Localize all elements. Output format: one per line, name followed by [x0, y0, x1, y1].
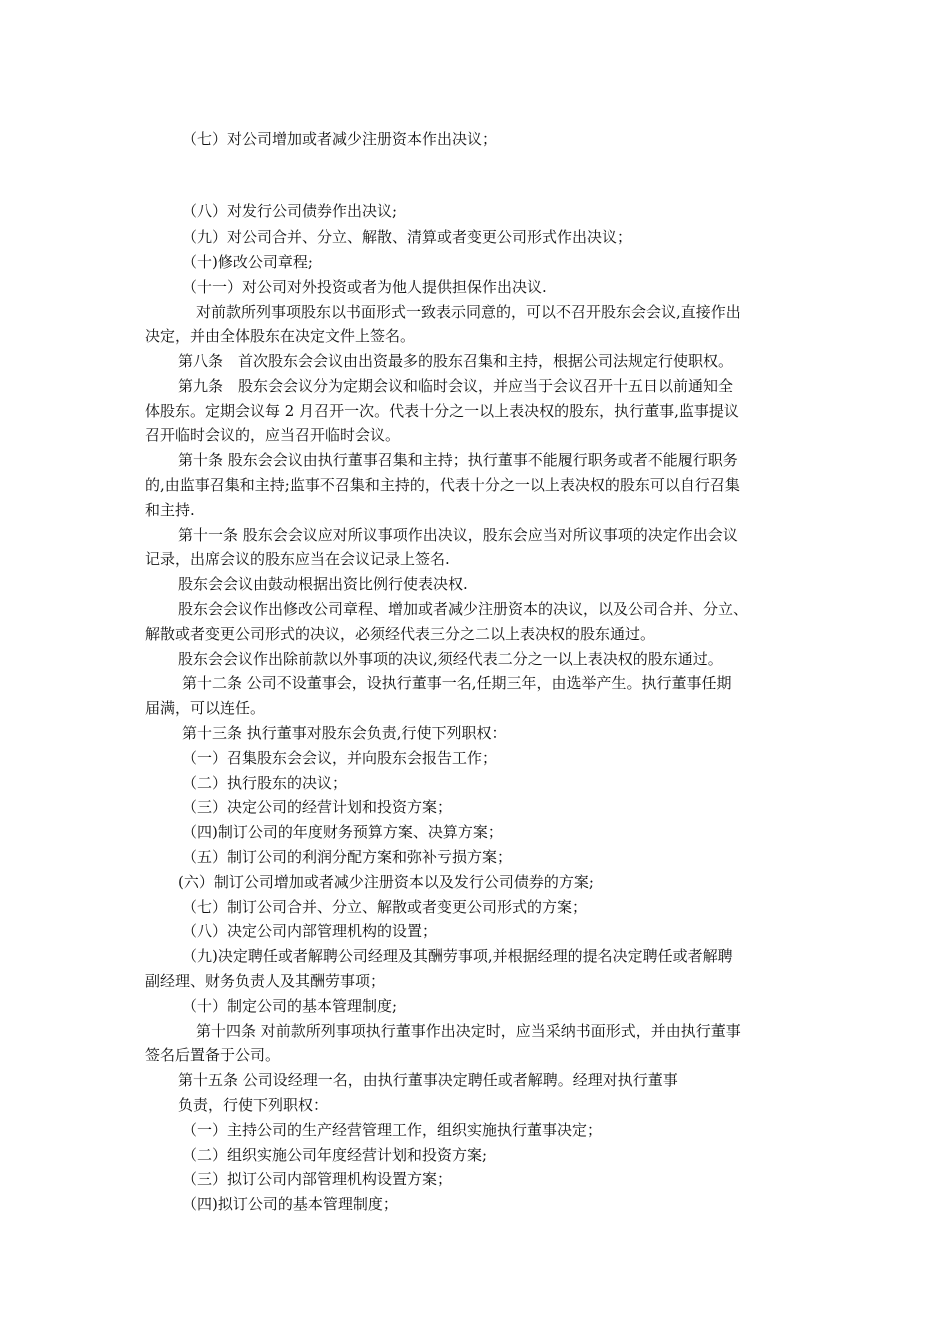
text-line: （二）组织实施公司年度经营计划和投资方案;	[182, 1146, 488, 1164]
text-line: 股东会会议作出除前款以外事项的决议,须经代表二分之一以上表决权的股东通过。	[178, 650, 723, 668]
text-line: 第八条 首次股东会会议由出资最多的股东召集和主持，根据公司法规定行使职权。	[178, 352, 734, 370]
text-line: （一）召集股东会会议，并向股东会报告工作；	[182, 749, 498, 767]
text-line: 第九条 股东会会议分为定期会议和临时会议，并应当于会议召开十五日以前通知全	[178, 377, 734, 395]
text-line: 记录，出席会议的股东应当在会议记录上签名.	[145, 550, 450, 568]
text-line: 届满，可以连任。	[145, 699, 266, 717]
text-line: 第十二条 公司不设董事会，设执行董事一名,任期三年，由选举产生。执行董事任期	[182, 674, 732, 692]
text-line: （四)拟订公司的基本管理制度；	[182, 1195, 398, 1213]
text-line: （四)制订公司的年度财务预算方案、决算方案；	[182, 823, 503, 841]
text-line: （五）制订公司的利润分配方案和弥补亏损方案；	[182, 848, 513, 866]
text-line: 解散或者变更公司形式的决议，必须经代表三分之二以上表决权的股东通过。	[145, 625, 656, 643]
text-line: 副经理、财务负责人及其酬劳事项；	[145, 972, 386, 990]
text-line: （九）对公司合并、分立、解散、清算或者变更公司形式作出决议；	[182, 228, 633, 246]
text-line: （一）主持公司的生产经营管理工作，组织实施执行董事决定；	[182, 1121, 603, 1139]
text-line: （十一）对公司对外投资或者为他人提供担保作出决议.	[182, 278, 547, 296]
text-line: 股东会会议作出修改公司章程、增加或者减少注册资本的决议，以及公司合并、分立、	[178, 600, 749, 618]
text-line: 负责，行使下列职权：	[178, 1096, 329, 1114]
text-line: （二）执行股东的决议；	[182, 774, 348, 792]
text-line: 决定，并由全体股东在决定文件上签名。	[145, 327, 416, 345]
text-line: （七）制订公司合并、分立、解散或者变更公司形式的方案；	[182, 898, 588, 916]
text-line: 第十条 股东会会议由执行董事召集和主持；执行董事不能履行职务或者不能履行职务	[178, 451, 738, 469]
text-line: 签名后置备于公司。	[145, 1046, 281, 1064]
text-line: （九)决定聘任或者解聘公司经理及其酬劳事项,并根据经理的提名决定聘任或者解聘	[182, 947, 733, 965]
text-line: （十)修改公司章程;	[182, 253, 313, 271]
text-line: 召开临时会议的，应当召开临时会议。	[145, 426, 401, 444]
text-line: （八）决定公司内部管理机构的设置；	[182, 922, 438, 940]
text-line: （三）拟订公司内部管理机构设置方案；	[182, 1170, 453, 1188]
text-line: 对前款所列事项股东以书面形式一致表示同意的，可以不召开股东会会议,直接作出	[196, 303, 741, 321]
text-line: （七）对公司增加或者减少注册资本作出决议；	[182, 130, 498, 148]
text-line: （十）制定公司的基本管理制度;	[182, 997, 398, 1015]
text-line: (六）制订公司增加或者减少注册资本以及发行公司债券的方案;	[178, 873, 594, 891]
text-line: （三）决定公司的经营计划和投资方案；	[182, 798, 453, 816]
text-line: 第十三条 执行董事对股东会负责,行使下列职权：	[182, 724, 507, 742]
text-line: 股东会会议由鼓动根据出资比例行使表决权.	[178, 575, 468, 593]
text-line: 体股东。定期会议每 2 月召开一次。代表十分之一以上表决权的股东，执行董事,监事提议	[145, 402, 739, 420]
text-line: （八）对发行公司债券作出决议;	[182, 202, 398, 220]
text-line: 第十一条 股东会会议应对所议事项作出决议，股东会应当对所议事项的决定作出会议	[178, 526, 738, 544]
text-line: 第十四条 对前款所列事项执行董事作出决定时，应当采纳书面形式，并由执行董事	[196, 1022, 741, 1040]
text-line: 第十五条 公司设经理一名，由执行董事决定聘任或者解聘。经理对执行董事	[178, 1071, 678, 1089]
text-line: 的,由监事召集和主持;监事不召集和主持的，代表十分之一以上表决权的股东可以自行召集	[145, 476, 740, 494]
text-line: 和主持.	[145, 501, 195, 519]
